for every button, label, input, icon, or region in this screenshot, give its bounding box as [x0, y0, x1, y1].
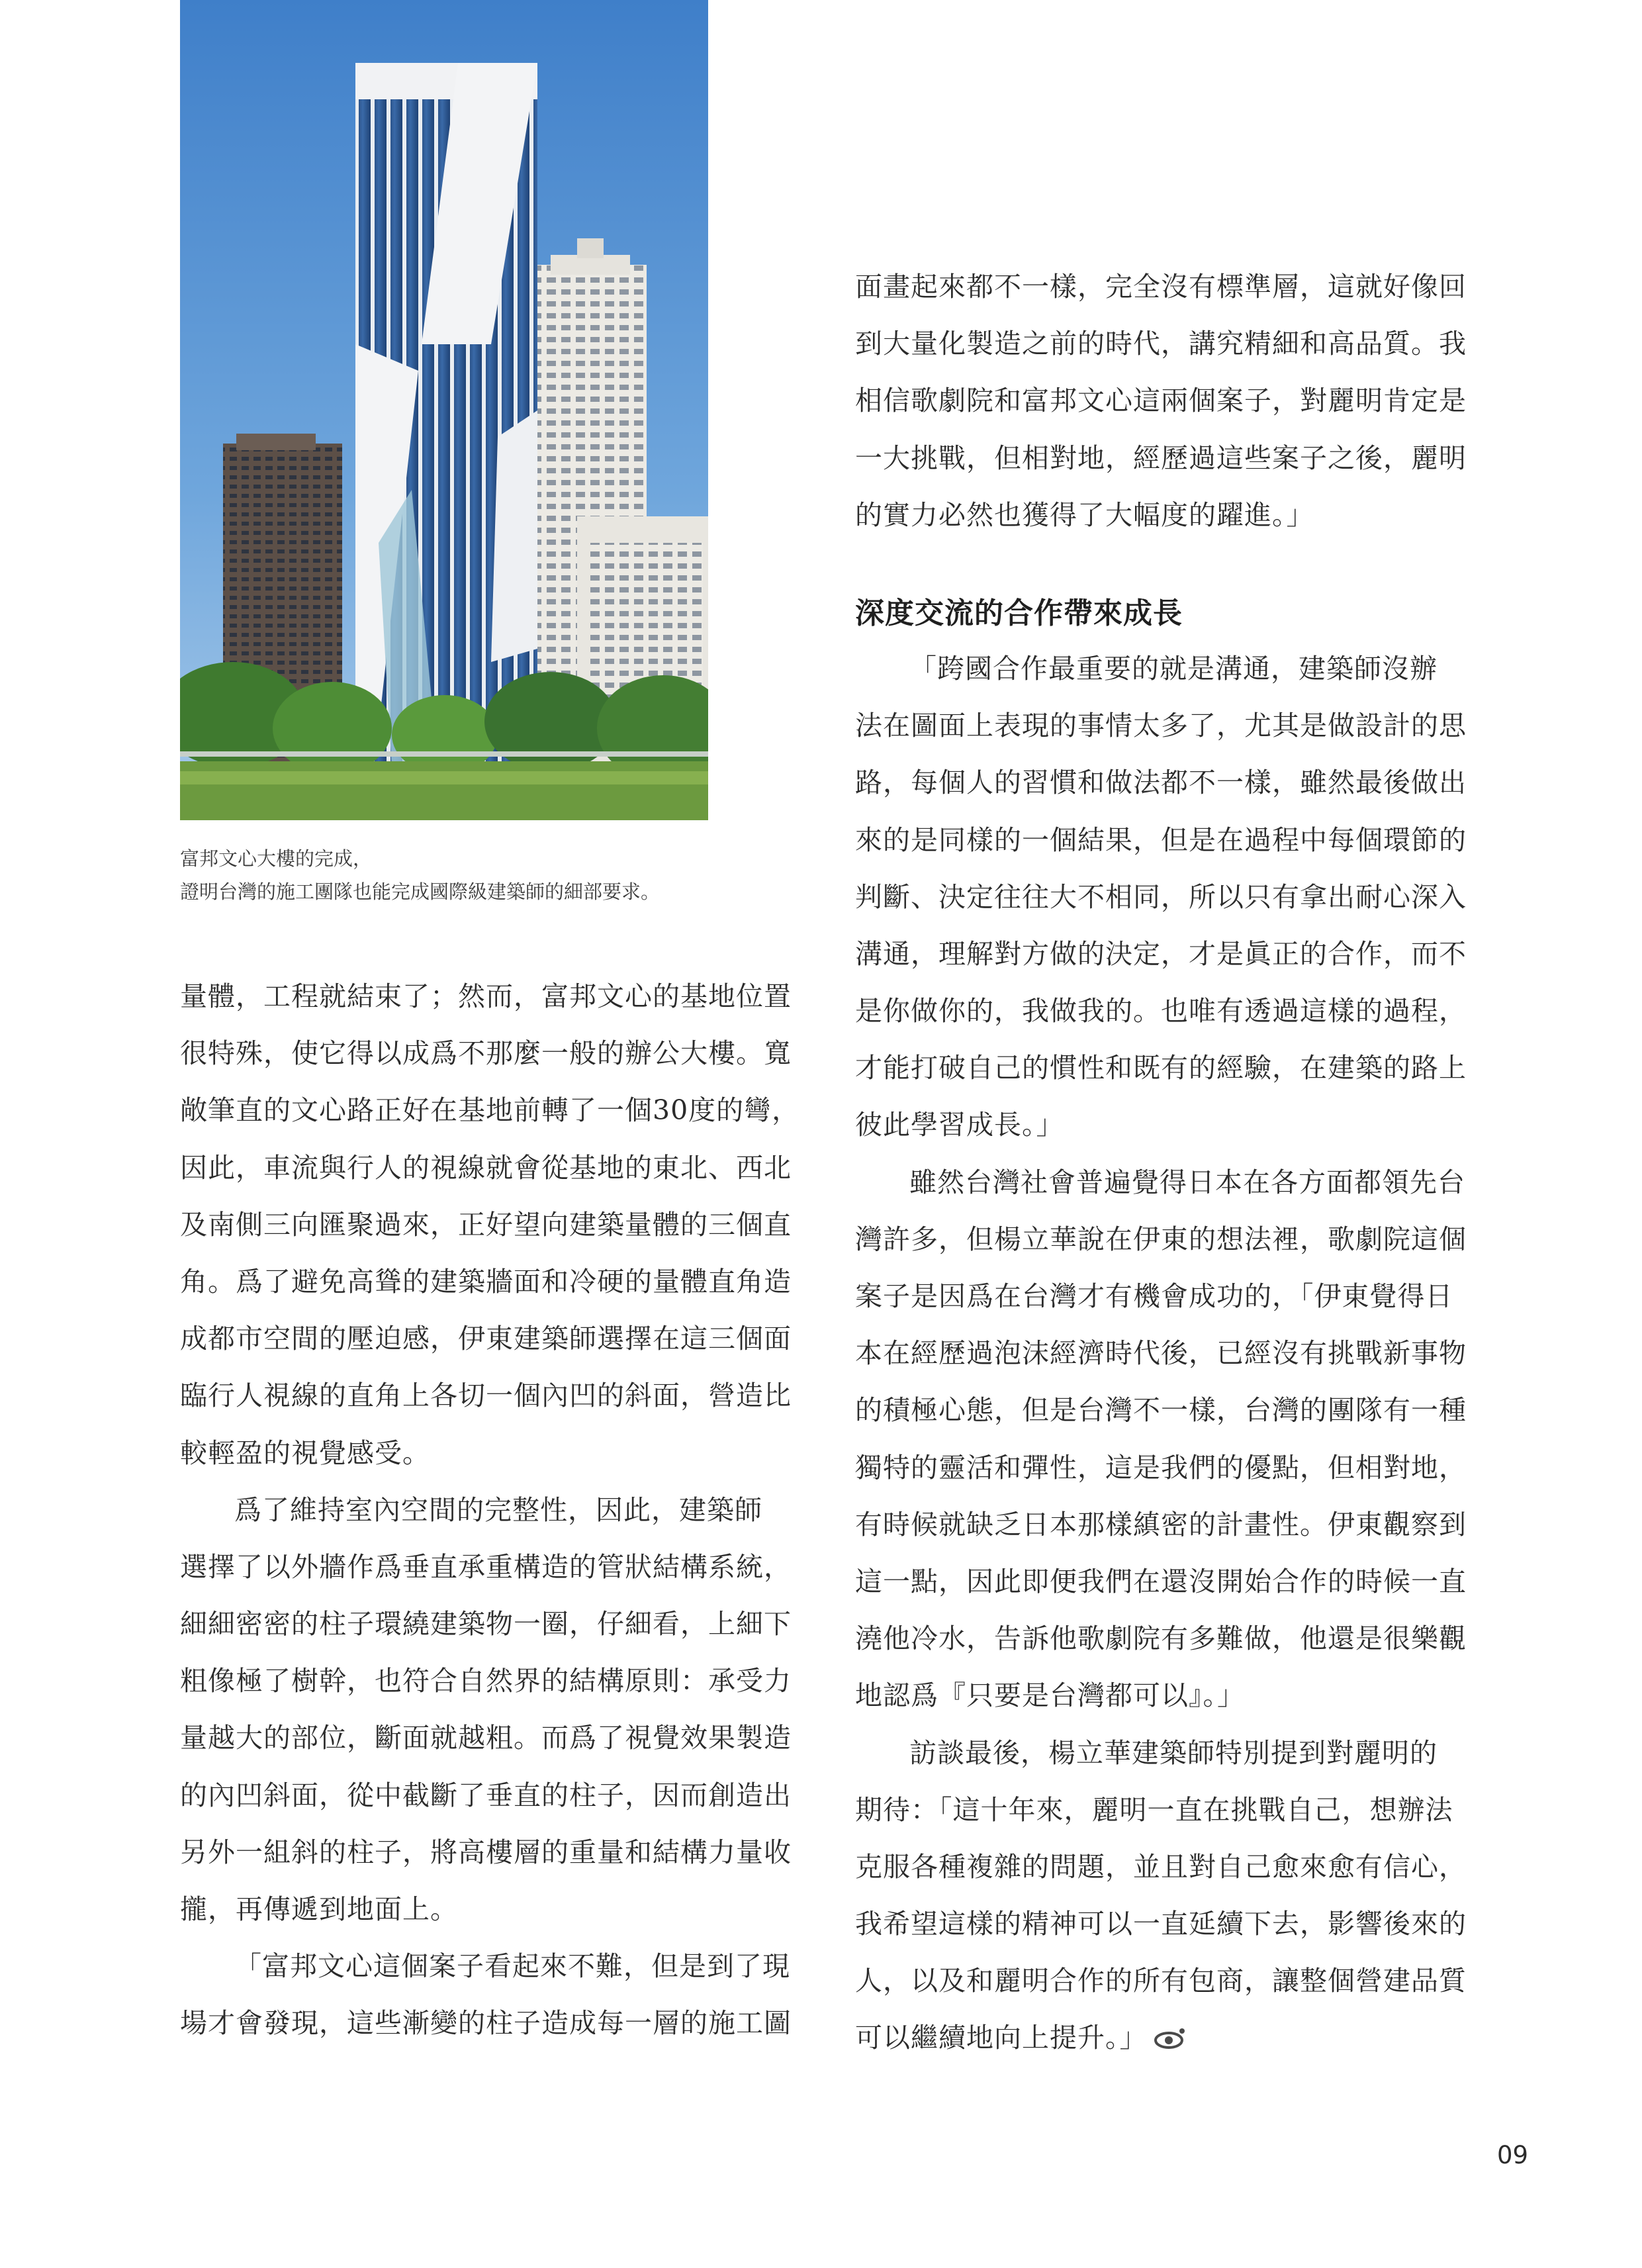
text-line: 我希望這樣的精神可以一直延續下去，影響後來的 — [855, 1908, 1467, 1940]
text-line: 攏，再傳遞到地面上。 — [180, 1893, 458, 1925]
text-line: 是你做你的，我做我的。也唯有透過這樣的過程， — [855, 995, 1467, 1027]
text-line: 期待：「這十年來，麗明一直在挑戰自己，想辦法 — [855, 1793, 1453, 1826]
text-line: 克服各種複雜的問題，並且對自己愈來愈有信心， — [855, 1850, 1467, 1883]
text-line: 另外一組斜的柱子，將高樓層的重量和結構力量收 — [180, 1836, 792, 1868]
text-line: 的積極心態，但是台灣不一樣，台灣的團隊有一種 — [855, 1394, 1467, 1427]
text-line: 角。爲了避免高聳的建築牆面和冷硬的量體直角造 — [180, 1265, 792, 1298]
text-line: 彼此學習成長。」 — [855, 1109, 1064, 1141]
text-line: 訪談最後，楊立華建築師特別提到對麗明的 — [909, 1736, 1437, 1769]
text-line: 的內凹斜面，從中截斷了垂直的柱子，因而創造出 — [180, 1779, 792, 1811]
text-line: 相信歌劇院和富邦文心這兩個案子，對麗明肯定是 — [855, 385, 1467, 417]
text-line: 場才會發現，這些漸變的柱子造成每一層的施工圖 — [180, 2007, 792, 2040]
text-line: 量體，工程就結束了；然而，富邦文心的基地位置 — [180, 980, 792, 1012]
text-line: 本在經歷過泡沫經濟時代後，已經沒有挑戰新事物 — [855, 1337, 1467, 1370]
text-line: 來的是同樣的一個結果，但是在過程中每個環節的 — [855, 824, 1467, 856]
caption-line-1: 富邦文心大樓的完成， — [180, 847, 373, 870]
text-line: 細細密密的柱子環繞建築物一圈，仔細看，上細下 — [180, 1608, 792, 1640]
text-line: 「跨國合作最重要的就是溝通，建築師沒辦 — [909, 652, 1437, 685]
text-line-last — [855, 2009, 1464, 2066]
section-heading: 深度交流的合作帶來成長 — [855, 596, 1183, 630]
text-line: 才能打破自己的慣性和既有的經驗，在建築的路上 — [855, 1052, 1467, 1084]
text-line: 較輕盈的視覺感受。 — [180, 1437, 430, 1469]
text-line: 一大挑戰，但相對地，經歷過這些案子之後，麗明 — [855, 442, 1467, 474]
text-line: 澆他冷水，告訴他歌劇院有多難做，他還是很樂觀 — [855, 1623, 1467, 1655]
text-line: 的實力必然也獲得了大幅度的躍進。」 — [855, 498, 1314, 531]
building-photo — [180, 0, 708, 820]
text-line: 很特殊，使它得以成爲不那麼一般的辦公大樓。寬 — [180, 1037, 792, 1070]
text-line: 溝通，理解對方做的決定，才是眞正的合作，而不 — [855, 937, 1467, 970]
text-line: 路，每個人的習慣和做法都不一樣，雖然最後做出 — [855, 767, 1467, 799]
text-line: 面畫起來都不一樣，完全沒有標準層，這就好像回 — [855, 271, 1467, 303]
left-column — [180, 968, 800, 2052]
text-line: 成都市空間的壓迫感，伊東建築師選擇在這三個面 — [180, 1323, 792, 1355]
text-line-text: 可以繼續地向上提升。」 — [855, 2022, 1148, 2054]
text-line: 法在圖面上表現的事情太多了，尤其是做設計的思 — [855, 710, 1467, 742]
text-line: 粗像極了樹幹，也符合自然界的結構原則：承受力 — [180, 1665, 792, 1697]
text-line: 灣許多，但楊立華說在伊東的想法裡，歌劇院這個 — [855, 1223, 1467, 1255]
text-line: 因此，車流與行人的視線就會從基地的東北、西北 — [180, 1151, 792, 1184]
text-line: 地認爲『只要是台灣都可以』。」 — [855, 1679, 1245, 1712]
text-line: 臨行人視線的直角上各切一個內凹的斜面，營造比 — [180, 1380, 792, 1412]
photo-caption — [180, 842, 776, 908]
text-line: 「富邦文心這個案子看起來不難，但是到了現 — [234, 1950, 790, 1983]
caption-line-2: 證明台灣的施工團隊也能完成國際級建築師的細部要求。 — [180, 880, 661, 903]
text-line: 這一點，因此即便我們在還沒開始合作的時候一直 — [855, 1565, 1467, 1597]
text-line: 雖然台灣社會普遍覺得日本在各方面都領先台 — [909, 1166, 1465, 1198]
text-line: 判斷、決定往往大不相同，所以只有拿出耐心深入 — [855, 880, 1467, 913]
text-line: 有時候就缺乏日本那樣縝密的計畫性。伊東觀察到 — [855, 1508, 1467, 1540]
page-number: 09 — [1497, 2141, 1529, 2169]
text-line: 獨特的靈活和彈性，這是我們的優點，但相對地， — [855, 1451, 1467, 1484]
text-line: 及南側三向匯聚過來，正好望向建築量體的三個直 — [180, 1208, 792, 1241]
text-line: 選擇了以外牆作爲垂直承重構造的管狀結構系統， — [180, 1550, 792, 1583]
eye-logo-icon — [1153, 2012, 1186, 2069]
text-line: 案子是因爲在台灣才有機會成功的，「伊東覺得日 — [855, 1280, 1453, 1312]
text-line: 爲了維持室內空間的完整性，因此，建築師 — [234, 1493, 762, 1526]
text-line: 人，以及和麗明合作的所有包商，讓整個營建品質 — [855, 1965, 1467, 1997]
text-line: 到大量化製造之前的時代，講究精細和高品質。我 — [855, 328, 1467, 360]
text-line: 敞筆直的文心路正好在基地前轉了一個30度的彎， — [180, 1094, 800, 1127]
right-column — [855, 258, 1467, 2067]
text-line: 量越大的部位，斷面就越粗。而爲了視覺效果製造 — [180, 1722, 792, 1754]
